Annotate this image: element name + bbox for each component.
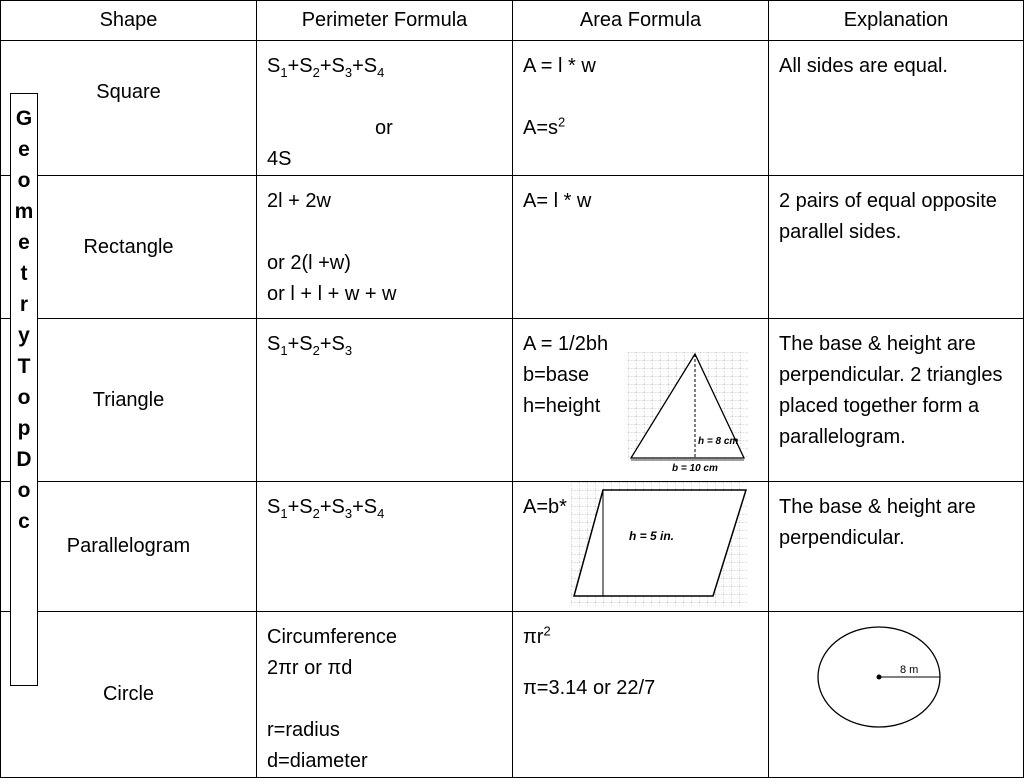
rect-perimeter-2: or 2(l +w) bbox=[267, 252, 351, 274]
perimeter-cell-parallelogram bbox=[257, 482, 513, 612]
circle-perimeter-4: d=diameter bbox=[267, 750, 368, 772]
para-perimeter-sum: $S_1+S_2+S_3+S_4$ bbox=[267, 496, 385, 521]
square-area-1: A = l * w bbox=[523, 55, 596, 77]
sidebar-letter: e bbox=[18, 138, 30, 161]
rect-explanation: 2 pairs of equal opposite parallel sides. bbox=[779, 190, 997, 243]
shape-name-triangle: Triangle bbox=[92, 388, 165, 411]
triangle-height-label: h = 8 cm bbox=[698, 436, 739, 447]
shape-cell-square bbox=[1, 41, 257, 176]
shape-name-rectangle: Rectangle bbox=[83, 235, 174, 258]
perimeter-cell-circle bbox=[257, 612, 513, 778]
row-rectangle bbox=[1, 176, 1024, 319]
triangle-figure bbox=[628, 352, 748, 474]
tri-area-2: b=base bbox=[523, 364, 590, 386]
sidebar-letter: e bbox=[18, 231, 30, 254]
shape-cell-circle bbox=[1, 612, 257, 778]
area-cell-circle bbox=[513, 612, 769, 778]
shape-name-circle: Circle bbox=[102, 683, 155, 705]
shape-name-square: Square bbox=[96, 80, 161, 103]
rect-perimeter-3: or l + l + w + w bbox=[267, 283, 397, 305]
row-triangle bbox=[1, 319, 1024, 482]
square-perimeter-sum: $S_1+S_2+S_3+S_4$ bbox=[267, 55, 385, 80]
square-explanation: All sides are equal. bbox=[779, 55, 948, 77]
row-parallelogram bbox=[1, 482, 1024, 612]
para-explanation: The base & height are perpendicular. bbox=[779, 496, 976, 549]
triangle-base-label: b = 10 cm bbox=[672, 463, 718, 474]
shape-cell-triangle bbox=[1, 319, 257, 482]
sidebar-letter: T bbox=[17, 355, 31, 378]
explanation-cell-square bbox=[769, 41, 1024, 176]
sidebar-letter: m bbox=[14, 200, 34, 223]
perimeter-cell-square bbox=[257, 41, 513, 176]
sidebar-letter: o bbox=[17, 479, 31, 502]
explanation-cell-rectangle bbox=[769, 176, 1024, 319]
explanation-cell-parallelogram bbox=[769, 482, 1024, 612]
shape-cell-parallelogram bbox=[1, 482, 257, 612]
sidebar-letter: D bbox=[16, 448, 32, 471]
shape-cell-rectangle bbox=[1, 176, 257, 319]
geometry-topdoc-sidebar bbox=[10, 93, 38, 686]
square-perimeter-alt: 4S bbox=[267, 148, 292, 170]
circle-area-1: $\pi r^2$ bbox=[523, 623, 551, 648]
para-area-1: A=b* bbox=[523, 496, 567, 518]
parallelogram-figure bbox=[571, 482, 747, 606]
tri-area-1: A = 1/2bh bbox=[523, 333, 609, 355]
circle-radius-label: 8 m bbox=[900, 664, 919, 676]
row-square bbox=[1, 41, 1024, 176]
circle-perimeter-2: 2πr or πd bbox=[267, 657, 353, 679]
shape-name-parallelogram: Parallelogram bbox=[66, 535, 191, 557]
tri-area-3: h=height bbox=[523, 395, 601, 417]
square-perimeter-or: or bbox=[375, 117, 393, 139]
square-area-2: $A=s^2$ bbox=[523, 114, 566, 139]
sidebar-letter: y bbox=[18, 324, 30, 347]
area-cell-square bbox=[513, 41, 769, 176]
circle-perimeter-3: r=radius bbox=[267, 719, 340, 741]
sidebar-letter: c bbox=[18, 510, 30, 533]
header-perimeter: Perimeter Formula bbox=[257, 1, 513, 41]
perimeter-cell-rectangle bbox=[257, 176, 513, 319]
circle-perimeter-1: Circumference bbox=[267, 626, 398, 648]
header-explanation: Explanation bbox=[769, 1, 1024, 41]
rect-area-1: A= l * w bbox=[523, 190, 592, 212]
tri-perimeter-sum: $S_1+S_2+S_3$ bbox=[267, 333, 353, 358]
header-area: Area Formula bbox=[513, 1, 769, 41]
rect-perimeter-1: 2l + 2w bbox=[267, 190, 331, 212]
sidebar-letter: o bbox=[17, 169, 31, 192]
area-cell-rectangle bbox=[513, 176, 769, 319]
perimeter-cell-triangle bbox=[257, 319, 513, 482]
header-shape: Shape bbox=[1, 1, 257, 41]
circle-area-2: π=3.14 or 22/7 bbox=[523, 677, 656, 699]
parallelogram-height-label: h = 5 in. bbox=[629, 529, 675, 543]
explanation-cell-triangle bbox=[769, 319, 1024, 482]
sidebar-letter: G bbox=[15, 107, 33, 130]
sidebar-letter: o bbox=[17, 386, 31, 409]
sidebar-letter: t bbox=[20, 262, 28, 285]
sidebar-letter: r bbox=[19, 293, 29, 316]
sidebar-letter: p bbox=[17, 417, 31, 440]
header-row bbox=[1, 1, 1024, 41]
tri-explanation: The base & height are perpendicular. 2 triangles placed together form a parallelogram. bbox=[779, 333, 1003, 448]
circle-figure bbox=[812, 624, 944, 732]
